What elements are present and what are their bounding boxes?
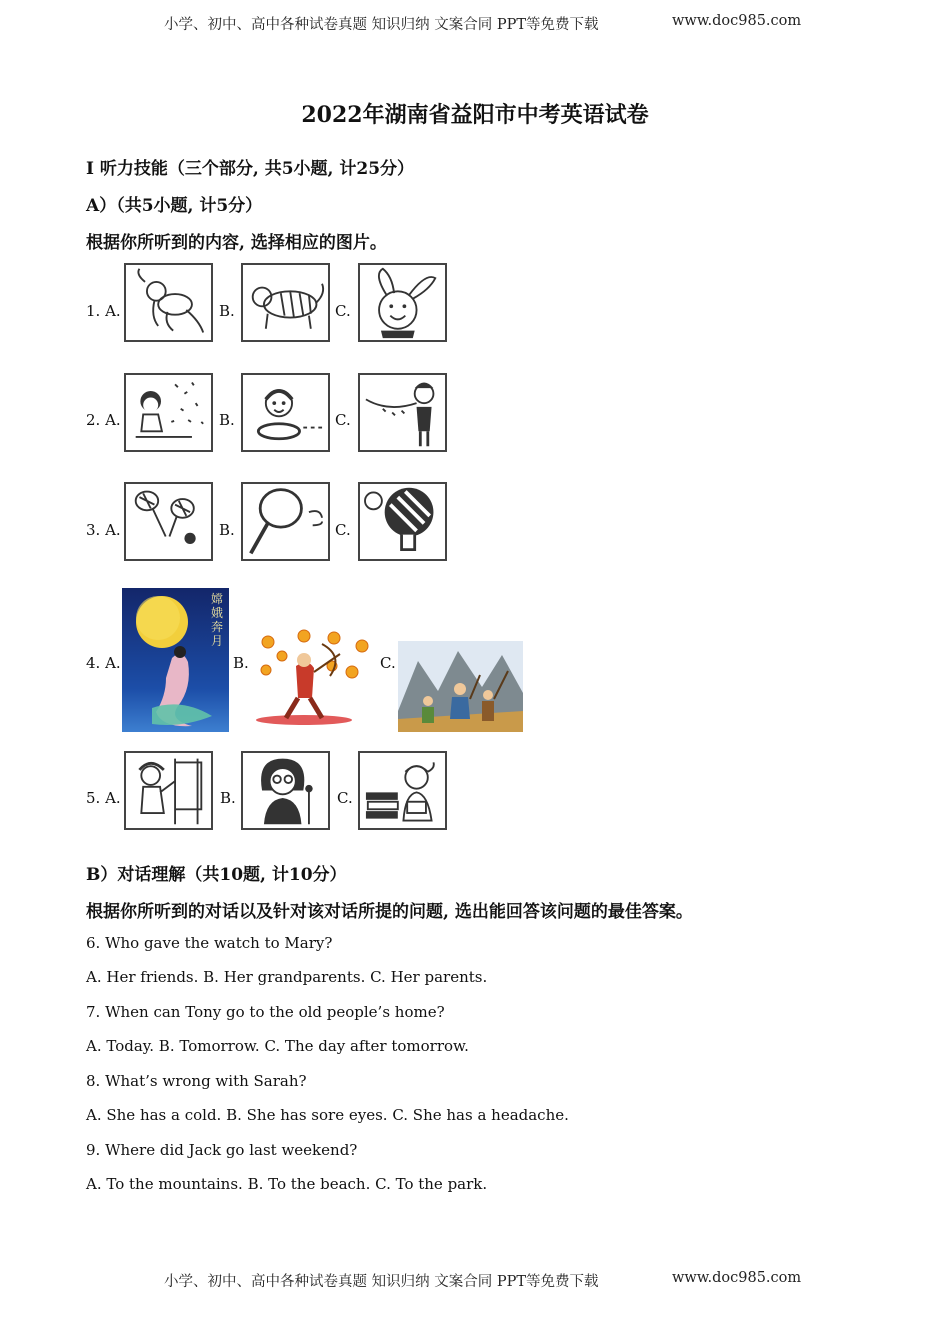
footer-text: 小学、初中、高中各种试卷真题 知识归纳 文案合同 PPT等免费下载 <box>164 1274 599 1290</box>
q5-label-b: B. <box>220 789 236 807</box>
header-url[interactable]: www.doc985.com <box>672 13 802 29</box>
reading-image <box>358 751 447 830</box>
pingpong-image <box>358 482 447 561</box>
part-b-instruction: 根据你所听到的对话以及针对该对话所提的问题, 选出能回答该问题的最佳答案。 <box>86 902 693 922</box>
q1-label-c: C. <box>335 302 351 320</box>
question-9-options: A. To the mountains. B. To the beach. C. To the park. <box>86 1175 488 1193</box>
q2-label-a: 2. A. <box>86 411 121 429</box>
q3-label-b: B. <box>219 521 235 539</box>
boy-leaves-image <box>124 373 213 452</box>
monkey-image <box>124 263 213 342</box>
footer-url[interactable]: www.doc985.com <box>672 1270 802 1286</box>
yugong-mountain-image <box>398 641 523 732</box>
q2-label-b: B. <box>219 411 235 429</box>
tennis-image <box>241 482 330 561</box>
rabbit-image <box>358 263 447 342</box>
question-6: 6. Who gave the watch to Mary? <box>86 934 333 952</box>
badminton-image <box>124 482 213 561</box>
question-8: 8. What’s wrong with Sarah? <box>86 1072 307 1090</box>
boy-swimming-image <box>241 373 330 452</box>
painting-image <box>124 751 213 830</box>
q5-label-c: C. <box>337 789 353 807</box>
q4-label-b: B. <box>233 654 249 672</box>
q3-label-c: C. <box>335 521 351 539</box>
section-heading: I 听力技能（三个部分, 共5小题, 计25分） <box>86 159 415 179</box>
q5-label-a: 5. A. <box>86 789 121 807</box>
question-9: 9. Where did Jack go last weekend? <box>86 1141 358 1159</box>
q4-label-a: 4. A. <box>86 654 121 672</box>
part-b-heading: B）对话理解（共10题, 计10分） <box>86 865 347 885</box>
boy-snowy-image <box>358 373 447 452</box>
question-7-options: A. Today. B. Tomorrow. C. The day after tomorrow. <box>86 1037 469 1055</box>
part-a-heading: A）（共5小题, 计5分） <box>86 196 263 216</box>
header-text: 小学、初中、高中各种试卷真题 知识归纳 文案合同 PPT等免费下载 <box>164 17 599 33</box>
q1-label-a: 1. A. <box>86 302 121 320</box>
houyi-suns-image <box>252 626 380 726</box>
tiger-image <box>241 263 330 342</box>
question-8-options: A. She has a cold. B. She has sore eyes. C. She has a headache. <box>86 1106 569 1124</box>
question-7: 7. When can Tony go to the old people’s home? <box>86 1003 445 1021</box>
question-6-options: A. Her friends. B. Her grandparents. C. Her parents. <box>86 968 488 986</box>
part-a-instruction: 根据你所听到的内容, 选择相应的图片。 <box>86 233 387 253</box>
q4-label-c: C. <box>380 654 396 672</box>
change-poster-text: 嫦娥奔月 <box>211 592 224 648</box>
singing-image <box>241 751 330 830</box>
q3-label-a: 3. A. <box>86 521 121 539</box>
q1-label-b: B. <box>219 302 235 320</box>
change-moon-image <box>122 588 229 732</box>
q2-label-c: C. <box>335 411 351 429</box>
page-title: 2022年湖南省益阳市中考英语试卷 <box>301 102 649 128</box>
